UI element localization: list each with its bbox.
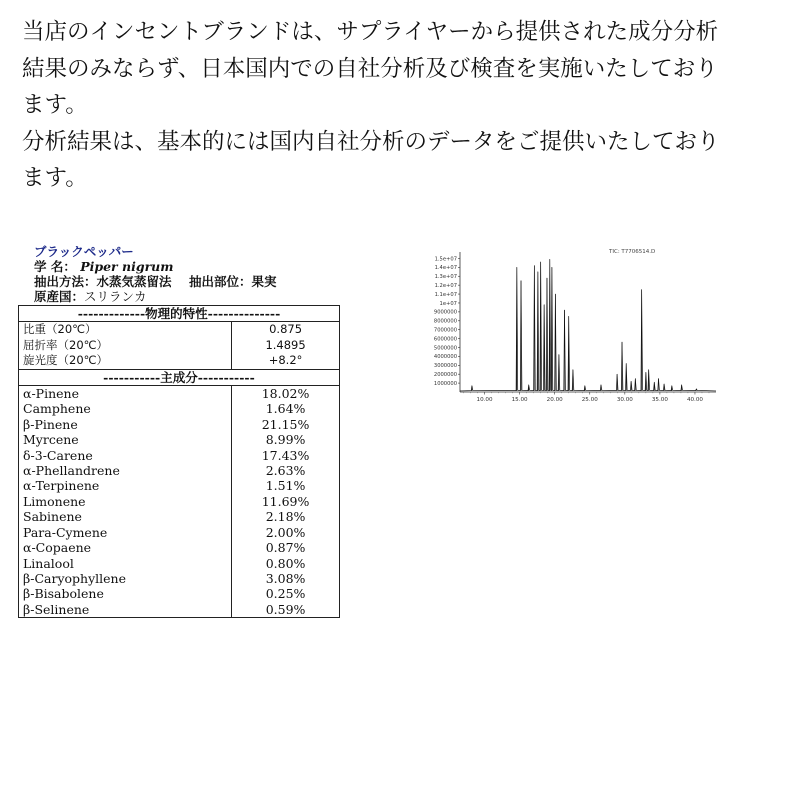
spec-table <box>18 305 340 618</box>
analysis-card <box>18 244 340 618</box>
chromatogram <box>414 246 720 406</box>
table-row <box>19 525 340 540</box>
table-row <box>19 338 340 353</box>
property-name: 比重（20℃） <box>23 322 97 337</box>
chart-title: TIC: T7706514.D <box>609 249 656 255</box>
x-tick-label: 35.00 <box>651 397 668 403</box>
component-value: 0.80% <box>232 556 340 571</box>
component-name: α-Pinene <box>23 386 79 402</box>
physical-header-row <box>19 306 340 322</box>
intro-line: ます。 <box>22 165 88 191</box>
y-tick-label: 5000000 <box>433 345 457 352</box>
components-header: -----------主成分----------- <box>19 369 340 385</box>
part-label: 抽出部位： <box>188 274 252 289</box>
table-row <box>19 586 340 601</box>
table-row <box>19 417 340 432</box>
component-value: 3.08% <box>232 571 340 586</box>
components-header-row <box>19 369 340 385</box>
intro-text <box>22 14 782 197</box>
x-tick-label: 20.00 <box>546 397 563 403</box>
component-name: Myrcene <box>23 432 79 448</box>
origin-label: 原産国： <box>34 289 85 304</box>
component-name: Para-Cymene <box>23 524 108 540</box>
property-value: 1.4895 <box>232 338 340 353</box>
y-tick-label: 3000000 <box>433 363 457 370</box>
component-value: 2.63% <box>232 463 340 478</box>
property-name: 屈折率（20℃） <box>23 337 109 352</box>
component-name: Limonene <box>23 493 86 509</box>
table-row <box>19 509 340 524</box>
intro-line: 分析結果は、基本的には国内自社分析のデータをご提供いたしており <box>22 128 720 155</box>
table-row <box>19 432 340 447</box>
y-tick-label: 1.3e+07 <box>434 274 457 281</box>
y-tick-label: 7000000 <box>433 327 457 334</box>
component-value: 0.87% <box>232 540 340 555</box>
component-name: β-Selinene <box>23 601 90 617</box>
table-row <box>19 448 340 463</box>
physical-header: -------------物理的特性-------------- <box>19 306 340 322</box>
chromatogram-plot <box>414 246 720 406</box>
table-row <box>19 494 340 509</box>
property-value: 0.875 <box>232 322 340 338</box>
latin-name-label: 学 名： <box>34 259 76 274</box>
component-name: Linalool <box>23 555 74 571</box>
table-row <box>19 478 340 493</box>
y-tick-label: 1.2e+07 <box>434 282 457 289</box>
table-row <box>19 386 340 402</box>
component-name: β-Bisabolene <box>23 586 104 602</box>
table-row <box>19 540 340 555</box>
component-value: 1.51% <box>232 478 340 493</box>
table-row <box>19 401 340 416</box>
component-name: Camphene <box>23 401 91 417</box>
component-value: 21.15% <box>232 417 340 432</box>
component-name: α-Terpinene <box>23 478 100 494</box>
part-value: 果実 <box>251 274 277 289</box>
y-tick-label: 6000000 <box>433 336 457 343</box>
component-value: 2.18% <box>232 509 340 524</box>
component-value: 8.99% <box>232 432 340 447</box>
x-tick-label: 30.00 <box>616 397 633 403</box>
component-name: β-Pinene <box>23 416 78 432</box>
latin-name: Piper nigrum <box>80 259 174 274</box>
table-row <box>19 571 340 586</box>
intro-line: 結果のみならず、日本国内での自社分析及び検査を実施いたしており <box>22 55 718 82</box>
component-value: 1.64% <box>232 401 340 416</box>
component-value: 0.59% <box>232 602 340 618</box>
y-tick-label: 2000000 <box>433 371 457 378</box>
product-name: ブラックペッパー <box>34 244 134 259</box>
component-name: β-Caryophyllene <box>23 570 126 586</box>
property-value: +8.2° <box>232 353 340 369</box>
table-row <box>19 322 340 338</box>
extraction-row <box>34 274 340 289</box>
y-tick-label: 1.4e+07 <box>434 265 457 272</box>
y-tick-label: 1.5e+07 <box>434 256 457 263</box>
component-name: δ-3-Carene <box>23 447 93 463</box>
x-tick-label: 10.00 <box>476 397 493 403</box>
y-tick-label: 1000000 <box>433 380 457 387</box>
table-row <box>19 463 340 478</box>
component-name: α-Copaene <box>23 540 92 556</box>
intro-line: ます。 <box>22 92 88 118</box>
component-name: α-Phellandrene <box>23 463 120 479</box>
component-value: 0.25% <box>232 586 340 601</box>
y-tick-label: 9000000 <box>433 309 457 316</box>
origin-row <box>34 289 340 304</box>
y-tick-label: 1.1e+07 <box>434 291 457 298</box>
table-row <box>19 556 340 571</box>
x-tick-label: 25.00 <box>581 397 598 403</box>
component-value: 2.00% <box>232 525 340 540</box>
component-value: 18.02% <box>232 386 340 402</box>
component-name: Sabinene <box>23 509 82 525</box>
intro-line: 当店のインセントブランドは、サプライヤーから提供された成分分析 <box>22 19 719 45</box>
property-name: 旋光度（20℃） <box>23 353 109 368</box>
y-tick-label: 1e+07 <box>439 300 457 307</box>
component-value: 11.69% <box>232 494 340 509</box>
table-row <box>19 353 340 369</box>
tic-trace <box>460 259 716 391</box>
component-value: 17.43% <box>232 448 340 463</box>
y-tick-label: 8000000 <box>433 318 457 325</box>
method-label: 抽出方法： <box>34 274 97 289</box>
table-row <box>19 602 340 618</box>
method-value: 水蒸気蒸留法 <box>96 274 172 289</box>
origin-value: スリランカ <box>84 289 147 304</box>
x-tick-label: 40.00 <box>686 397 703 403</box>
x-tick-label: 15.00 <box>511 397 528 403</box>
latin-name-row <box>34 259 340 274</box>
y-tick-label: 4000000 <box>433 354 457 361</box>
